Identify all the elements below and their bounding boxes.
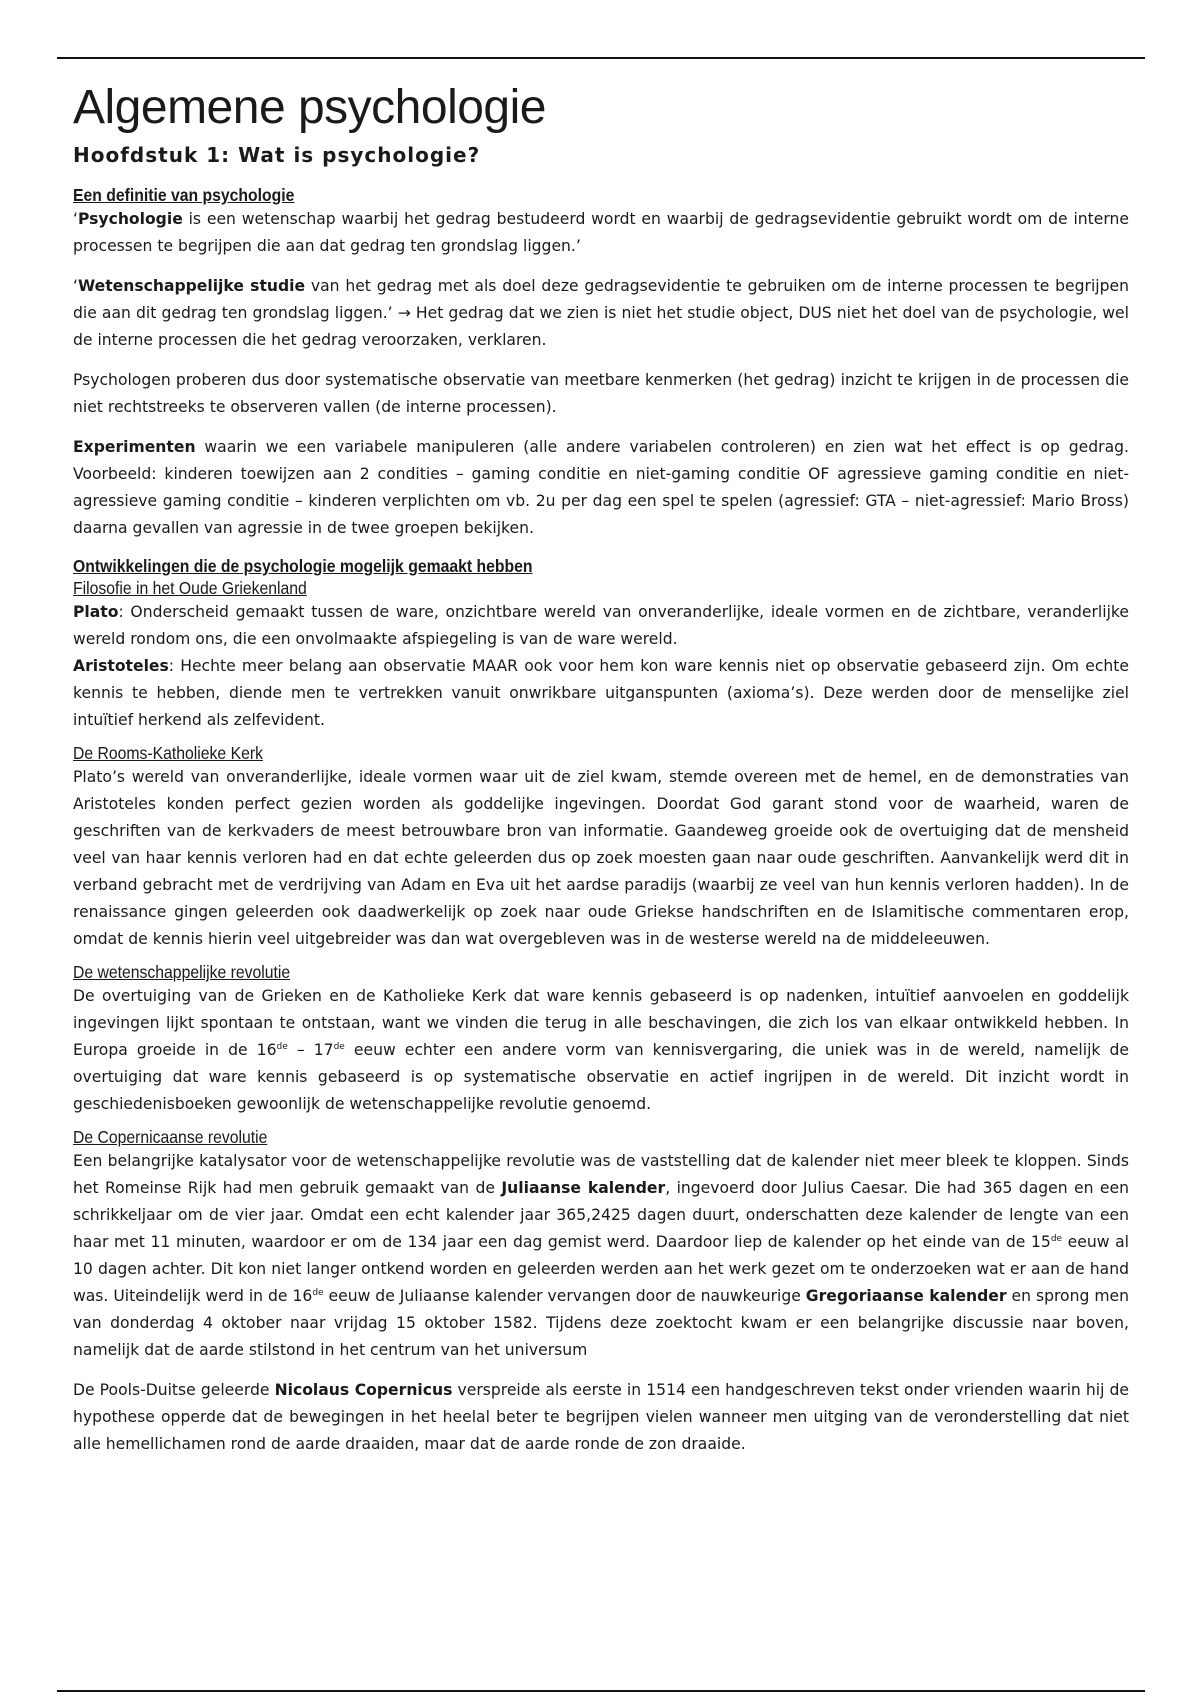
- text-fragment: De Pools-Duitse geleerde: [73, 1381, 275, 1399]
- subsection-heading-greece: Filosofie in het Oude Griekenland: [73, 578, 307, 598]
- text-fragment: ‘: [73, 210, 78, 228]
- superscript: de: [276, 1041, 288, 1052]
- text-fragment: eeuw de Juliaanse kalender vervangen door de nauwkeurige: [323, 1287, 806, 1305]
- text-fragment: eeuw echter een andere vorm van kennisvergaring, die uniek was in de wereld, namelijk de overtuiging dat ware kennis gebaseerd is op systematische observatie en actief ingrijpen in de wereld. Dit inzicht wordt in geschiedenisboeken gewoonlijk de wetenschappelijke revolutie genoemd.: [73, 1041, 1129, 1113]
- paragraph-church: Plato’s wereld van onveranderlijke, ideale vormen waar uit de ziel kwam, stemde overeen met de hemel, en de demonstraties van Aristoteles konden perfect gezien worden als goddelijke ingevingen. Doordat God garant stond voor de waarheid, waren de geschriften van de kerkvaders de meest betrouwbare bron van informatie. Gaandeweg groeide ook de overtuiging dat de mensheid veel van haar kennis verloren had en dat echte geleerden dus op zoek moesten gaan naar oude geschriften. Aanvankelijk werd dit in verband gebracht met de verdrijving van Adam en Eva uit het aardse paradijs (waarbij ze veel van hun kennis verloren hadden). In de renaissance gingen geleerden ook daadwerkelijk op zoek naar oude Griekse handschriften en de Islamitische commentaren erop, omdat de kennis hierin veel uitgebreider was dan wat overgebleven was in de westerse wereld na de middeleeuwen.: [73, 768, 1129, 948]
- text-fragment: waarin we een variabele manipuleren (alle andere variabelen controleren) en zien wat het effect is op gedrag. Voorbeeld: kinderen toewijzen aan 2 condities – gaming conditie en niet-gaming conditie OF agressieve gaming conditie en niet-agressieve gaming conditie – kinderen verplichten om vb. 2u per dag een spel te spelen (agressief: GTA – niet-agressief: Mario Bross) daarna gevallen van agressie in de twee groepen bekijken.: [73, 438, 1129, 537]
- paragraph-experiments: [73, 434, 1129, 542]
- chapter-heading: Hoofdstuk 1: Wat is psychologie?: [73, 143, 481, 167]
- text-fragment: – 17: [287, 1041, 334, 1059]
- text-fragment: eeuw al 10 dagen achter. Dit kon niet langer ontkend worden en geleerden werden aan het werk gezet om te onderzoeken wat er aan de hand was. Uiteindelijk werd in de 16: [73, 1233, 1129, 1305]
- paragraph-copernicus: [73, 1377, 1129, 1458]
- text-fragment: : Hechte meer belang aan observatie MAAR ook voor hem kon ware kennis niet op observatie gebaseerd zijn. Om echte kennis te hebben, diende men te vertrekken vanuit onwrikbare uitganspunten (axioma’s). Deze werden door de menselijke ziel intuïtief herkend als zelfevident.: [73, 657, 1129, 729]
- text-fragment: verspreide als eerste in 1514 een handgeschreven tekst onder vrienden waarin hij de hypothese opperde dat de bewegingen in het heelal beter te begrijpen vielen wanneer men uitging van de veronderstelling dat niet alle hemellichamen rond de aarde draaiden, maar dat de aarde ronde de zon draaide.: [73, 1381, 1129, 1453]
- superscript: de: [1050, 1233, 1063, 1244]
- bottom-rule: [57, 1690, 1145, 1692]
- text-fragment: ‘: [73, 277, 78, 295]
- text-fragment: is een wetenschap waarbij het gedrag bestudeerd wordt en waarbij de gedragsevidentie gebruikt wordt om de interne processen te begrijpen die aan dat gedrag ten grondslag liggen.’: [73, 210, 1129, 255]
- bold-term: Plato: [73, 603, 119, 621]
- subsection-heading-scientific: De wetenschappelijke revolutie: [73, 962, 291, 982]
- paragraph-aristoteles: [73, 653, 1129, 734]
- superscript: de: [333, 1041, 345, 1052]
- paragraph-plato: [73, 599, 1129, 653]
- paragraph-copernican: [73, 1148, 1129, 1364]
- superscript: de: [312, 1287, 324, 1298]
- text-fragment: en sprong men van donderdag 4 oktober naar vrijdag 15 oktober 1582. Tijdens deze zoektocht kwam er een belangrijke discussie naar boven, namelijk dat de aarde stilstond in het centrum van het universum: [73, 1287, 1129, 1359]
- text-fragment: van het gedrag met als doel deze gedragsevidentie te gebruiken om de interne processen te begrijpen die aan dit gedrag ten grondslag liggen.’ → Het gedrag dat we zien is niet het studie object, DUS niet het doel van de psychologie, wel de interne processen die het gedrag veroorzaken, verklaren.: [73, 277, 1129, 349]
- bold-term: Aristoteles: [73, 657, 169, 675]
- text-fragment: Een belangrijke katalysator voor de wetenschappelijke revolutie was de vaststelling dat de kalender niet meer bleek te kloppen. Sinds het Romeinse Rijk had men gebruik gemaakt van de: [73, 1152, 1129, 1197]
- bold-term: Psychologie: [77, 210, 183, 228]
- text-fragment: : Onderscheid gemaakt tussen de ware, onzichtbare wereld van onveranderlijke, ideale vormen en de zichtbare, veranderlijke wereld rondom ons, die een onvolmaakte afspiegeling is van de ware wereld.: [73, 603, 1129, 648]
- paragraph-definition-1: [73, 206, 1129, 260]
- bold-term: Juliaanse kalender: [501, 1179, 666, 1197]
- text-fragment: , ingevoerd door Julius Caesar. Die had 365 dagen en een schrikkeljaar om de vier jaar. Omdat een echt kalender jaar 365,2425 dagen duurt, onderschatten deze kalender de lengte van een haar met 11 minuten, waardoor er om de 134 jaar een dag gemist werd. Daardoor liep de kalender op het einde van de 15: [73, 1179, 1129, 1251]
- paragraph-definition-3: Psychologen proberen dus door systematische observatie van meetbare kenmerken (het gedrag) inzicht te krijgen in de processen die niet rechtstreeks te observeren vallen (de interne processen).: [73, 371, 1129, 416]
- section-heading-developments: Ontwikkelingen die de psychologie mogelijk gemaakt hebben: [73, 556, 533, 576]
- bold-term: Nicolaus Copernicus: [274, 1381, 453, 1399]
- section-heading-definition: Een definitie van psychologie: [73, 185, 295, 205]
- subsection-heading-church: De Rooms-Katholieke Kerk: [73, 743, 263, 763]
- subsection-heading-copernican: De Copernicaanse revolutie: [73, 1127, 268, 1147]
- paragraph-definition-2: [73, 273, 1129, 354]
- document-content: [73, 78, 1129, 1458]
- text-fragment: De overtuiging van de Grieken en de Katholieke Kerk dat ware kennis gebaseerd is op nadenken, intuïtief aanvoelen en goddelijk ingevingen lijkt spontaan te ontstaan, want we vinden die terug in alle beschavingen, die zich los van elkaar ontwikkeld hebben. In Europa groeide in de 16: [73, 987, 1129, 1059]
- paragraph-scientific: [73, 983, 1129, 1118]
- page-title: Algemene psychologie: [73, 81, 546, 134]
- bold-term: Gregoriaanse kalender: [805, 1287, 1007, 1305]
- bold-term: Experimenten: [73, 438, 196, 456]
- top-rule: [57, 57, 1145, 59]
- bold-term: Wetenschappelijke studie: [77, 277, 306, 295]
